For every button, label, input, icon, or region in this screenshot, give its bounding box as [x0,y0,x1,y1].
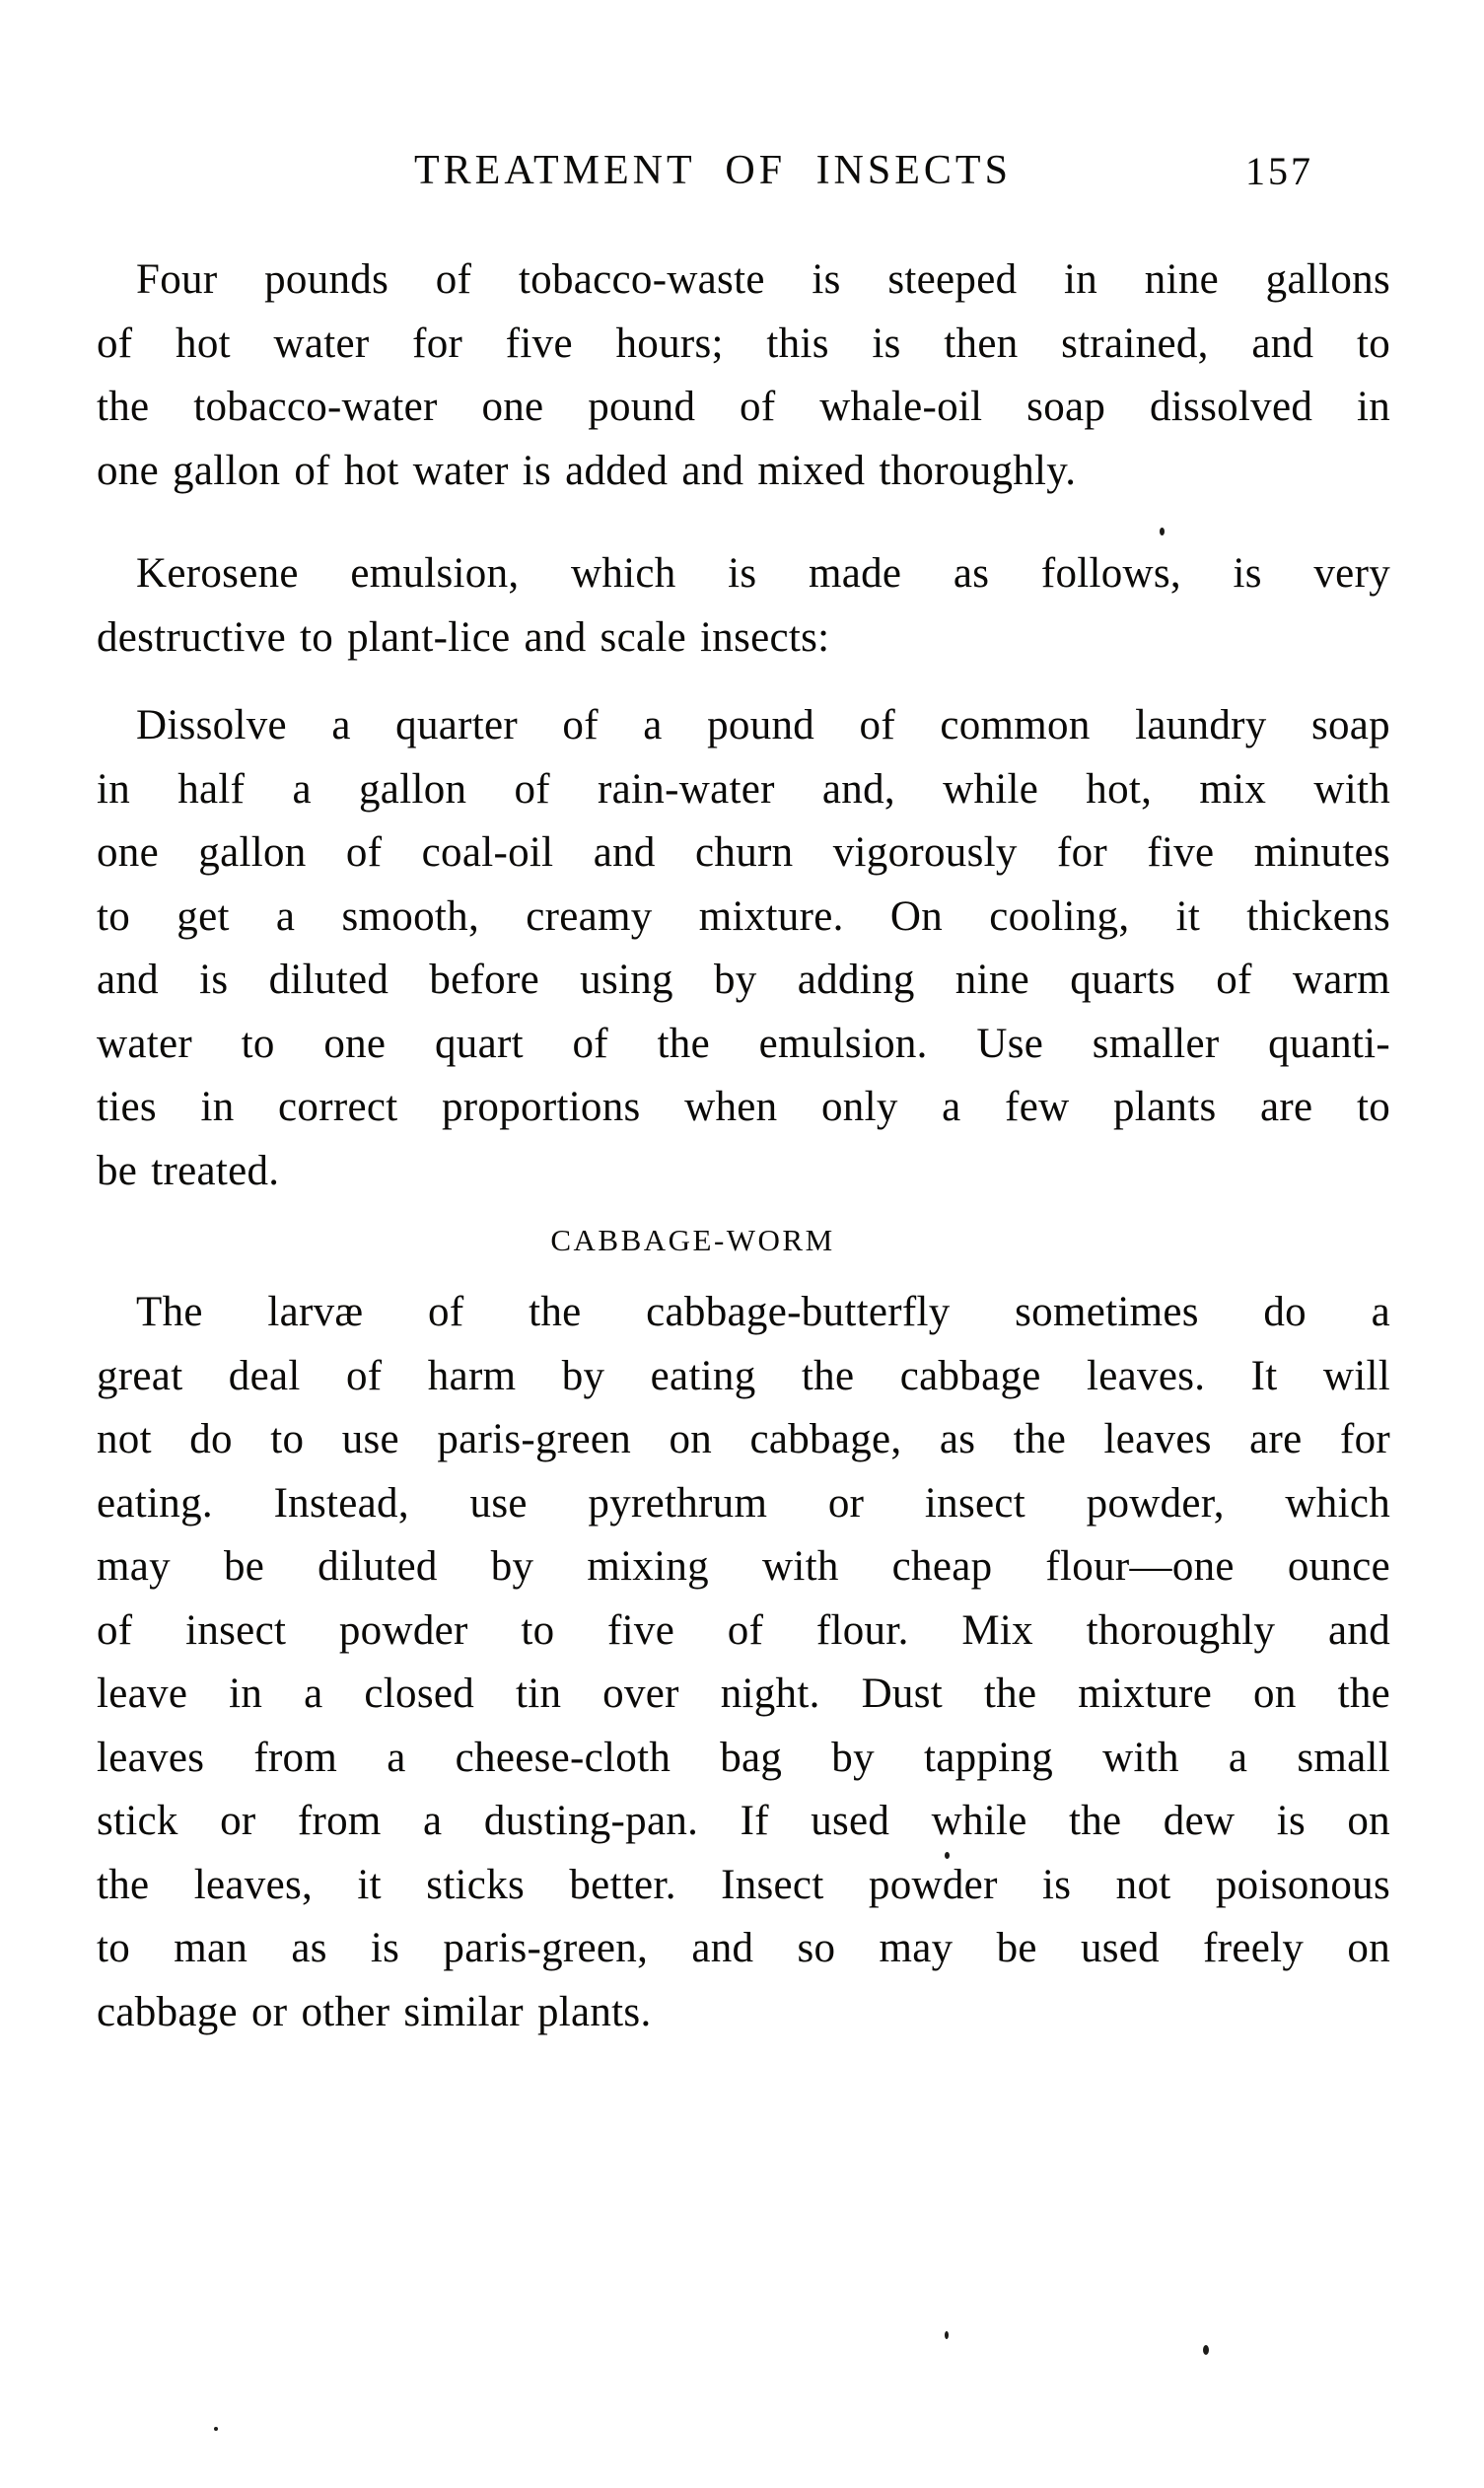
text-line: Kerosene emulsion, which is made as follows, is very [136,550,1390,597]
ink-speck [945,2331,949,2339]
text-line: be treated. [97,1147,280,1194]
paragraph-cabbage-worm [97,1281,1390,2044]
paragraph-tobacco-waste [97,249,1390,503]
text-line: water to one quart of the emulsion. Use smaller quanti- [97,1020,1390,1067]
text-line: to man as is paris-green, and so may be used freely on [97,1925,1390,1971]
text-line: one gallon of coal-oil and churn vigorously for five minutes [97,829,1390,876]
text-line: great deal of harm by eating the cabbage leaves. It will [97,1352,1390,1399]
text-line: Four pounds of tobacco-waste is steeped in nine gallons [136,256,1390,303]
text-line: not do to use paris-green on cabbage, as the leaves are for [97,1416,1390,1462]
ink-speck [1203,2345,1209,2355]
text-line: the tobacco-water one pound of whale-oil soap dissolved in [97,384,1390,430]
text-line: the leaves, it sticks better. Insect powder is not poisonous [97,1861,1390,1908]
text-line: eating. Instead, use pyrethrum or insect powder, which [97,1479,1390,1527]
text-line: of insect powder to five of flour. Mix thoroughly and [97,1606,1390,1654]
text-line: may be diluted by mixing with cheap flour—one ounce [97,1543,1390,1590]
paragraph-kerosene-recipe [97,694,1390,1203]
ink-speck [1160,528,1165,535]
running-head [97,145,1390,196]
text-line: of hot water for five hours; this is then strained, and to [97,320,1390,367]
section-heading-cabbage-worm: CABBAGE-WORM [550,1223,835,1257]
text-line: and is diluted before using by adding nine quarts of warm [97,957,1390,1003]
text-line: one gallon of hot water is added and mixed thoroughly. [97,447,1077,494]
text-line: The larvæ of the cabbage-butterfly sometimes do a [136,1289,1390,1335]
ink-speck [214,2427,218,2431]
page-title: TREATMENT OF INSECTS [414,148,1012,193]
text-line: to get a smooth, creamy mixture. On cooling, it thickens [97,892,1390,940]
text-line: in half a gallon of rain-water and, while hot, mix with [97,765,1390,813]
page-number: 157 [1245,149,1313,193]
text-line: cabbage or other similar plants. [97,1988,652,2035]
text-line: leave in a closed tin over night. Dust the mixture on the [97,1671,1390,1717]
ink-speck [945,1852,950,1859]
text-line: stick or from a dusting-pan. If used while the dew is on [97,1798,1390,1844]
paragraph-kerosene-intro [97,542,1390,670]
text-line: ties in correct proportions when only a few plants are to [97,1084,1390,1130]
text-line: Dissolve a quarter of a pound of common laundry soap [136,702,1390,748]
text-line: leaves from a cheese-cloth bag by tapping with a small [97,1734,1390,1781]
text-line: destructive to plant-lice and scale insects: [97,613,830,661]
